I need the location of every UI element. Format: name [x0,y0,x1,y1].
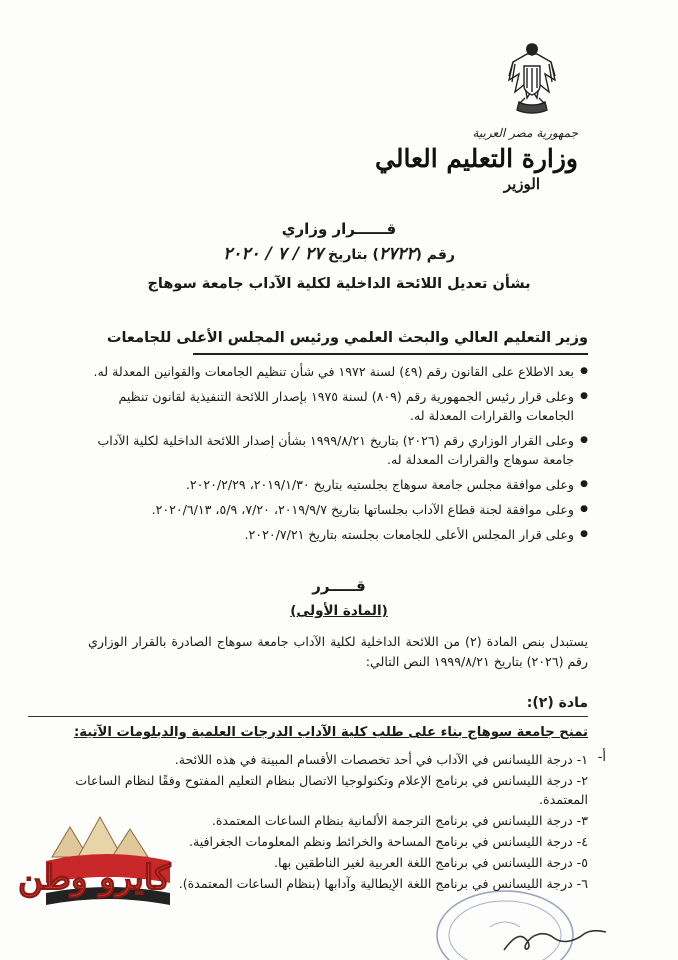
decides-heading: قـــــرر [312,577,366,595]
country-name: جمهورية مصر العربية [472,126,578,140]
section-letter: أ- [597,750,606,765]
signature-icon [500,920,610,960]
decree-number-prefix: رقم ( [415,247,455,263]
list-item: ٢- درجة الليسانس في برنامج الإعلام وتكنولوجيا الاتصال بنظام التعليم المفتوح وفقًا لنظام الساعات المعتمدة. [75,773,588,807]
decree-title: قــــــرار وزاري [281,220,397,238]
article-one-text: يستبدل بنص المادة (٢) من اللائحة الداخلية لكلية الآداب جامعة سوهاج الصادرة بالقرار الوزاري رقم (٢٠٢٦) بتاريخ ١٩٩٩/٨/٢١ النص التالي: [88,634,589,669]
decree-date: ٢٧ / ٧ / ٢٠٢٠ [223,244,324,264]
recitals-list [78,362,588,550]
minister-label: الوزير [503,175,540,193]
list-item: ● وعلى موافقة مجلس جامعة سوهاج بجلستيه بتاريخ ٢٠١٩/١/٣٠، ٢٠٢٠/٢/٢٩. [78,475,588,494]
list-item: ● وعلى القرار الوزاري رقم (٢٠٢٦) بتاريخ ١٩٩٩/٨/٢١ بشأن إصدار اللائحة الداخلية لكلية الآداب جامعة سوهاج والقرارات المعدلة له. [78,431,588,469]
list-item: ● بعد الاطلاع على القانون رقم (٤٩) لسنة ١٩٧٢ في شأن تنظيم الجامعات والقوانين المعدلة له. [78,362,588,381]
list-item: ٣- درجة الليسانس في برنامج الترجمة الألمانية بنظام الساعات المعتمدة. [211,813,588,828]
list-item: ● وعلى قرار المجلس الأعلى للجامعات بجلسته بتاريخ ٢٠٢٠/٧/٢١. [78,525,588,544]
egypt-eagle-emblem-icon [505,40,559,122]
list-item: ● وعلى قرار رئيس الجمهورية رقم (٨٠٩) لسنة ١٩٧٥ بإصدار اللائحة التنفيذية لقانون تنظيم الجامعات والقرارات المعدلة له. [78,387,588,425]
ministry-name: وزارة التعليم العالي [375,144,578,173]
article-two-heading: مادة (٢): [526,695,588,711]
decree-subject: بشأن تعديل اللائحة الداخلية لكلية الآداب جامعة سوهاج [147,276,531,292]
decree-number-suffix: ) بتاريخ [327,247,379,263]
list-item: ٦- درجة الليسانس في برنامج اللغة الإيطالية وآدابها (بنظام الساعات المعتمدة). [178,876,588,891]
ministry-letterhead [375,126,578,193]
article-one-heading: (المادة الأولى) [290,603,388,619]
list-item: ٥- درجة الليسانس في برنامج اللغة العربية لغير الناطقين بها. [273,855,588,870]
official-title: وزير التعليم العالي والبحث العلمي ورئيس المجلس الأعلى للجامعات [106,330,588,346]
cairo-watan-logo-text: كايرو وطن [18,858,171,898]
list-item: ● وعلى موافقة لجنة قطاع الآداب بجلساتها بتاريخ ٢٠١٩/٩/٧، ٧/٢٠، ٥/٩، ٢٠٢٠/٦/١٣. [78,500,588,519]
list-item: ٤- درجة الليسانس في برنامج المساحة والخرائط ونظم المعلومات الجغرافية. [188,834,588,849]
list-item: ١- درجة الليسانس في الآداب في أحد تخصصات الأقسام المبينة في هذه اللائحة. [174,752,588,767]
article-two-rule [28,716,588,717]
grant-statement: تمنح جامعة سوهاج بناء على طلب كلية الآداب الدرجات العلمية والدبلومات الآتية: [73,725,588,740]
decree-number: ٢٧٢٢ [378,244,416,264]
title-underline [193,353,588,355]
decree-number-line [0,244,678,264]
